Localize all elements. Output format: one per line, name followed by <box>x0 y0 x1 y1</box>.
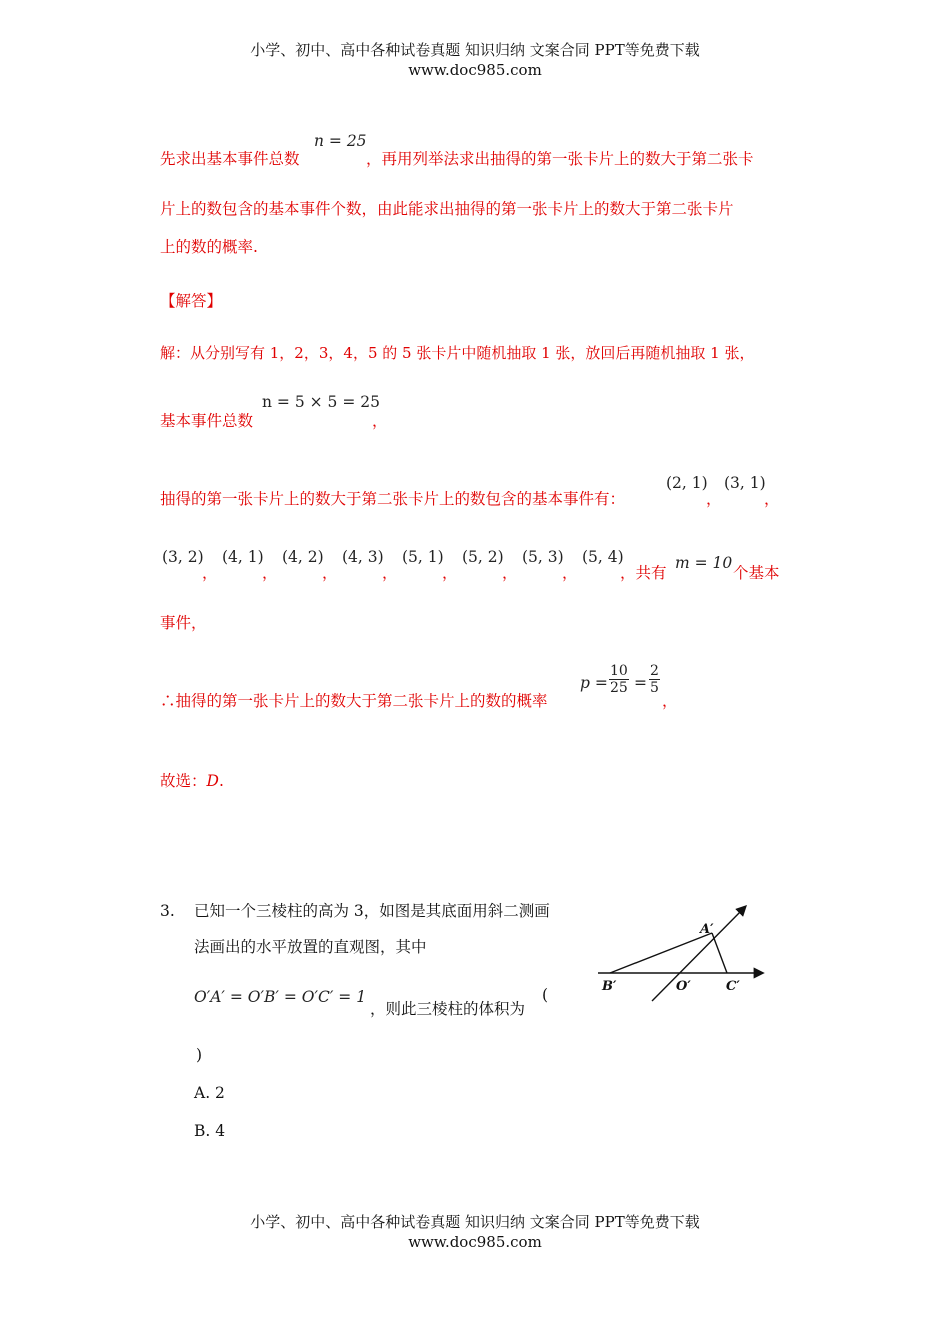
pair-5-3: (5, 3) <box>522 548 564 566</box>
pair-3-2: (3, 2) <box>162 548 204 566</box>
fraction-numerator: 2 <box>650 663 659 679</box>
fraction-2-5 <box>649 663 660 696</box>
pair-4-2: (4, 2) <box>282 548 324 566</box>
pair-comma: ， <box>562 564 578 582</box>
label-b: B′ <box>602 979 617 994</box>
pair-4-1: (4, 1) <box>222 548 264 566</box>
label-c: C′ <box>726 979 740 994</box>
question-line1: 已知一个三棱柱的高为 3，如图是其底面用斜二测画 <box>194 902 550 920</box>
solution-ge-jiben: 个基本 <box>733 564 780 582</box>
pair-3-1: (3, 1) <box>724 474 766 492</box>
edge-b-a <box>610 933 712 973</box>
question-line2: 法画出的水平放置的直观图，其中 <box>194 938 427 956</box>
fraction-10-25 <box>609 663 629 696</box>
solution-eq: = <box>634 674 647 692</box>
fraction-numerator: 10 <box>610 663 628 679</box>
footer-title: 小学、初中、高中各种试卷真题 知识归纳 文案合同 PPT等免费下载 <box>250 1213 700 1231</box>
fraction-denominator: 25 <box>610 680 628 696</box>
label-a: A′ <box>700 922 714 937</box>
analysis-line2: 片上的数包含的基本事件个数，由此能求出抽得的第一张卡片上的数大于第二张卡片 <box>160 200 734 218</box>
pair-comma: ， <box>764 490 780 508</box>
header-url: www.doc985.com <box>408 61 542 79</box>
edge-a-c <box>712 933 727 973</box>
answer-suffix: . <box>218 772 224 790</box>
solution-shijian: 事件， <box>160 614 207 632</box>
question-number: 3. <box>160 902 175 920</box>
pair-comma: ， <box>502 564 518 582</box>
solution-p-eq: p = <box>580 674 608 692</box>
oblique-projection-figure <box>590 895 770 1010</box>
header-title: 小学、初中、高中各种试卷真题 知识归纳 文案合同 PPT等免费下载 <box>250 41 700 59</box>
fraction-denominator: 5 <box>650 680 659 696</box>
solution-heading: 【解答】 <box>160 292 223 310</box>
analysis-line1-prefix: 先求出基本事件总数 <box>160 150 300 168</box>
solution-total-math: n = 5 × 5 = 25 <box>262 393 380 411</box>
answer-letter: D <box>206 772 219 790</box>
option-b: B. 4 <box>194 1122 226 1140</box>
pair-comma: ， <box>322 564 338 582</box>
pair-4-3: (4, 3) <box>342 548 384 566</box>
solution-m-math: m = 10 <box>675 554 733 572</box>
option-a: A. 2 <box>194 1084 225 1102</box>
solution-gongyou: ，共有 <box>620 564 667 582</box>
question-line3-suffix: ，则此三棱柱的体积为 <box>370 1000 526 1018</box>
solution-events-text: 抽得的第一张卡片上的数大于第二张卡片上的数包含的基本事件有： <box>160 490 626 508</box>
pair-comma: ， <box>382 564 398 582</box>
answer-prefix: 故选： <box>160 772 207 790</box>
solution-prob-suffix: ， <box>662 692 678 710</box>
label-o: O′ <box>676 979 691 994</box>
question-open-paren: ( <box>542 986 549 1004</box>
pair-comma: ， <box>262 564 278 582</box>
analysis-line1-suffix: ，再用列举法求出抽得的第一张卡片上的数大于第二张卡 <box>366 150 754 168</box>
analysis-line3: 上的数的概率. <box>160 238 258 256</box>
pair-comma: ， <box>706 490 722 508</box>
pair-2-1: (2, 1) <box>666 474 708 492</box>
question-close-paren: ) <box>196 1046 203 1064</box>
pair-comma: ， <box>202 564 218 582</box>
solution-prob-prefix: ∴抽得的第一张卡片上的数大于第二张卡片上的数的概率 <box>160 692 548 710</box>
answer-line <box>160 770 224 792</box>
solution-line1: 解：从分别写有 1，2，3，4，5 的 5 张卡片中随机抽取 1 张，放回后再随机抽取 1 张， <box>160 344 755 362</box>
pair-5-1: (5, 1) <box>402 548 444 566</box>
question-condition-math: O′A′ = O′B′ = O′C′ = 1 <box>194 988 367 1006</box>
pair-comma: ， <box>442 564 458 582</box>
footer-url: www.doc985.com <box>408 1233 542 1251</box>
pair-5-4: (5, 4) <box>582 548 624 566</box>
solution-line2-prefix: 基本事件总数 <box>160 412 254 430</box>
analysis-n-math: n = 25 <box>314 132 367 150</box>
solution-line2-suffix: ， <box>372 412 388 430</box>
pair-5-2: (5, 2) <box>462 548 504 566</box>
